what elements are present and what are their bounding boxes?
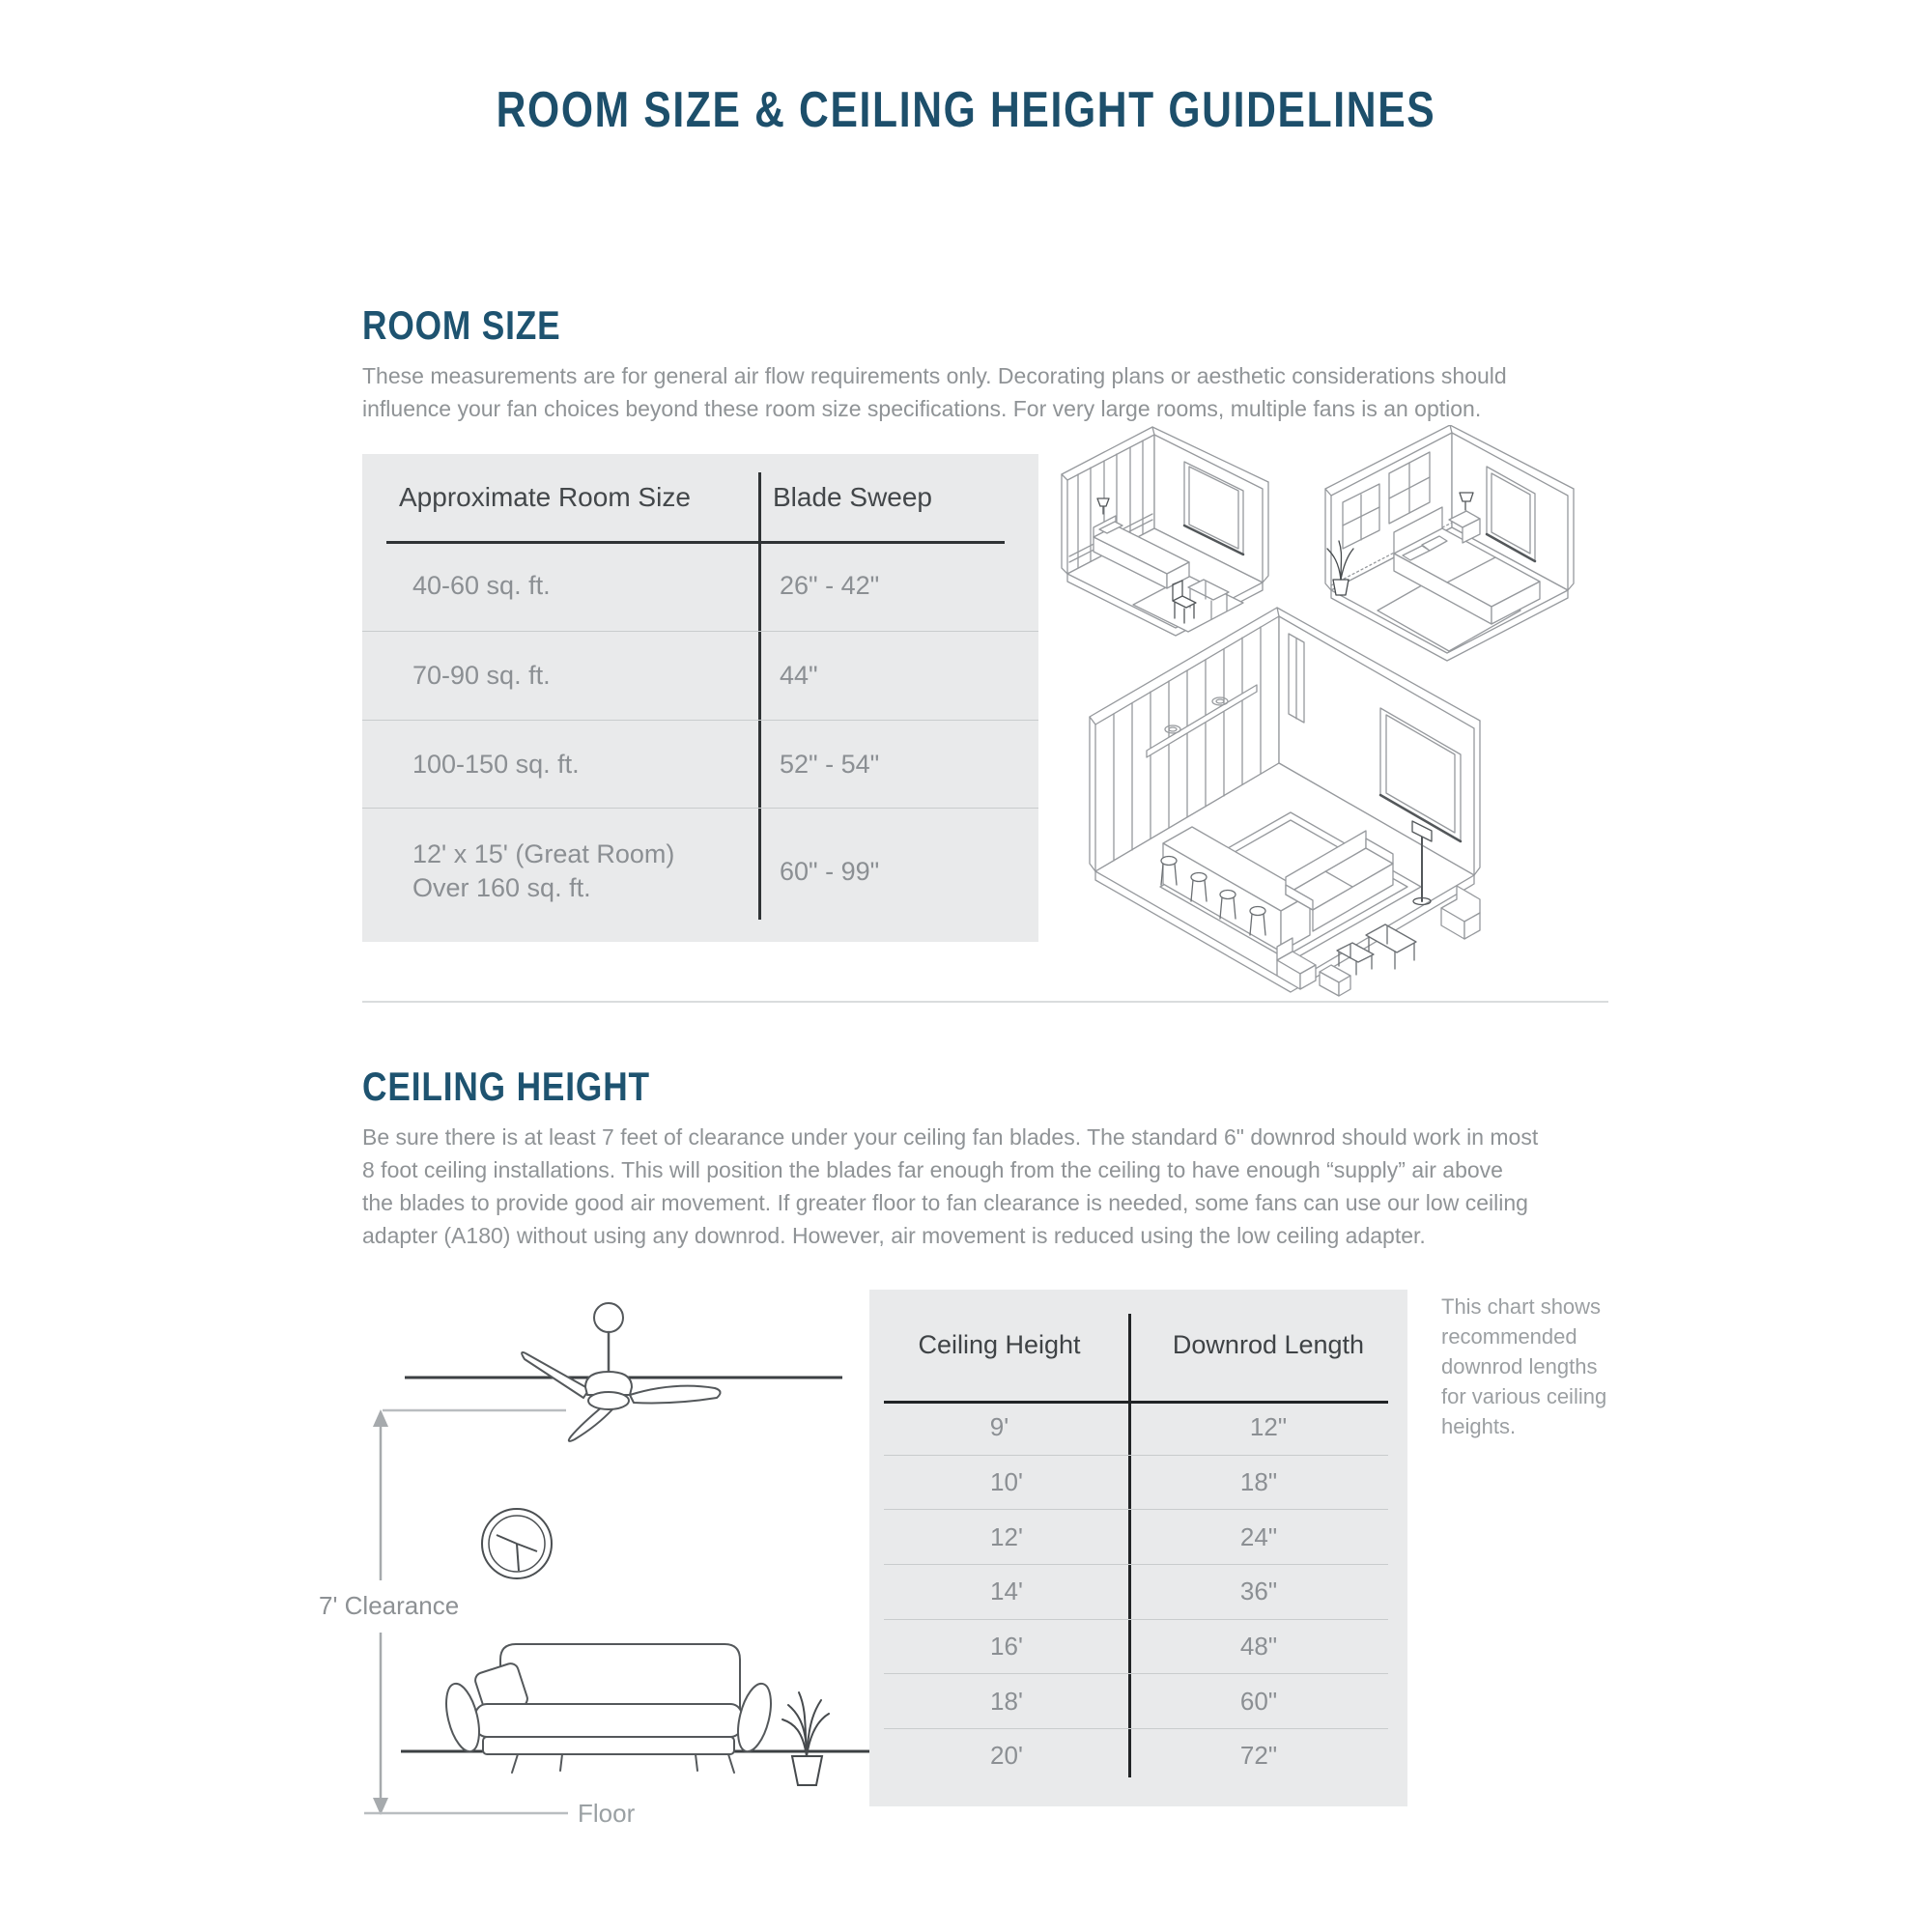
description-line: adapter (A180) without using any downrod. However, air movement is reduced using the low ceiling adapter.: [362, 1223, 1426, 1248]
room-size-table-header: [362, 454, 1038, 541]
ceiling-height-table-body: [869, 1401, 1407, 1783]
table-row: 14' 36": [884, 1564, 1388, 1619]
description-line: Be sure there is at least 7 feet of clearance under your ceiling fan blades. The standard 6" downrod should work in most: [362, 1124, 1539, 1150]
column-header-ceiling-height: Ceiling Height: [918, 1330, 1081, 1359]
small-room-illustration: [1062, 427, 1268, 636]
floor-label: Floor: [578, 1799, 636, 1828]
table-row: 9' 12": [989, 1412, 1288, 1442]
description-line: 8 foot ceiling installations. This will position the blades far enough from the ceiling to have enough “supply” air above: [362, 1157, 1503, 1182]
ceiling-fan-clearance-diagram: [319, 1294, 879, 1845]
table-row: 20' 72": [884, 1728, 1388, 1783]
table-row: 70-90 sq. ft. 44": [362, 631, 1038, 720]
ceiling-height-table: [869, 1290, 1407, 1806]
description-line: These measurements are for general air flow requirements only. Decorating plans or aesthetic considerations should: [362, 363, 1507, 388]
room-size-description: [362, 359, 1507, 425]
isometric-rooms-illustration: [1043, 425, 1584, 1005]
table-row: 12' 24": [884, 1509, 1388, 1564]
living-room-illustration: [1090, 608, 1480, 996]
table-note: This chart shows recommended downrod lengths for various ceiling heights.: [1441, 1294, 1607, 1438]
table-row: 16' 48": [884, 1619, 1388, 1674]
ceiling-height-table-header: [869, 1290, 1407, 1401]
room-size-table: [362, 454, 1038, 942]
column-header-downrod-length: Downrod Length: [1172, 1330, 1365, 1359]
table-row: 100-150 sq. ft. 52" - 54": [362, 720, 1038, 808]
table-row: 12' x 15' (Great Room) Over 160 sq. ft. 60" - 99": [362, 808, 1038, 934]
description-line: influence your fan choices beyond these room size specifications. For very large rooms, multiple fans is an option.: [362, 396, 1482, 421]
ceiling-height-heading: CEILING HEIGHT: [362, 1064, 650, 1109]
wall-clock-icon: [482, 1509, 552, 1578]
table-row: 10' 18": [884, 1455, 1388, 1510]
table-row: 18' 60": [884, 1673, 1388, 1728]
bedroom-illustration: [1325, 425, 1574, 661]
plant-icon: [782, 1692, 829, 1785]
couch-icon: [440, 1644, 778, 1773]
room-size-table-body: [362, 541, 1038, 934]
page-title: ROOM SIZE & CEILING HEIGHT GUIDELINES: [496, 82, 1436, 138]
table-row: 40-60 sq. ft. 26" - 42": [412, 571, 880, 600]
ceiling-height-description: [362, 1121, 1538, 1252]
description-line: the blades to provide good air movement. If greater floor to fan clearance is needed, some fans can use our low ceiling: [362, 1190, 1528, 1215]
column-header-blade-sweep: Blade Sweep: [773, 482, 933, 512]
room-size-heading: ROOM SIZE: [362, 302, 561, 348]
clearance-label: 7' Clearance: [319, 1591, 460, 1620]
column-header-room-size: Approximate Room Size: [399, 482, 691, 512]
ceiling-fan-icon: [522, 1303, 720, 1441]
section-divider: [362, 1001, 1608, 1003]
